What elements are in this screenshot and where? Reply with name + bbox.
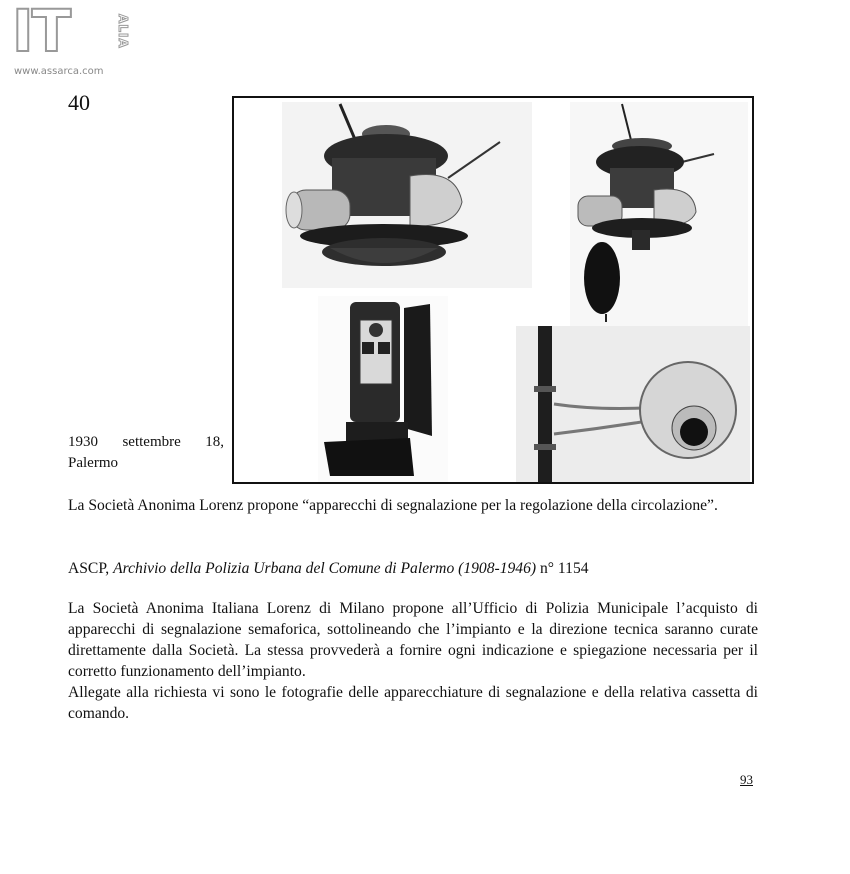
paragraph-proposal: La Società Anonima Lorenz propone “apparecchi di segnalazione per la regolazione della circolazione”. (68, 497, 718, 514)
date-line (68, 432, 224, 453)
photo-collage (234, 98, 752, 482)
page-number-top: 40 (68, 90, 90, 115)
photo-control-box (318, 296, 448, 482)
photo-plate (232, 96, 754, 484)
date-year: 1930 (68, 434, 98, 450)
watermark-side-text: ALIA (116, 14, 130, 49)
paragraph-description-part-2: Allegate alla richiesta vi sono le fotografie delle apparecchiature di segnalazione e della relativa cassetta di comando. (68, 684, 758, 722)
watermark-url: www.assarca.com (14, 66, 104, 77)
paragraph-description (68, 598, 758, 724)
photo-signal-head-disc (570, 102, 748, 326)
date-month: settembre (122, 434, 181, 450)
date-place: Palermo (68, 455, 118, 471)
photo-signal-head-large (282, 102, 532, 288)
watermark-logo (12, 0, 130, 82)
reference-number: n° 1154 (540, 560, 589, 577)
paragraph-description-part-1: La Società Anonima Italiana Lorenz di Milano propone all’Ufficio di Polizia Municipale l’acquisto di apparecchi di segnalazione semaforica, sottolineando che l’impianto e la direzione tecnica saranno curate direttamente dalla Società. La stessa provvederà a fornire ogni indicazione e spiegazione necessaria per il corretto funzionamento dell’impianto. (68, 600, 758, 680)
date-day: 18, (205, 434, 224, 450)
reference-prefix: ASCP, (68, 560, 110, 577)
archive-reference (68, 558, 758, 579)
photo-pole-signal (516, 326, 750, 482)
reference-title: Archivio della Polizia Urbana del Comune di Palermo (1908-1946) (113, 560, 537, 577)
page-number-bottom: 93 (740, 772, 753, 787)
date-caption (68, 432, 224, 474)
watermark-letters: IT (12, 0, 70, 65)
